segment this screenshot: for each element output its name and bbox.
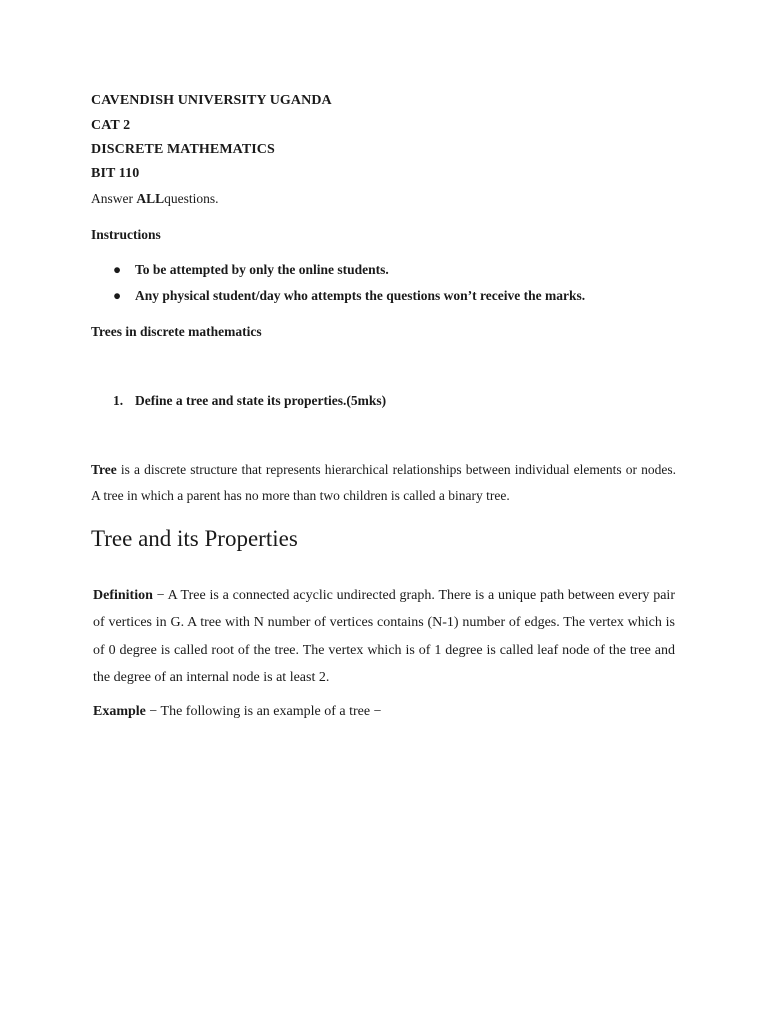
instructions-title: Instructions	[91, 227, 161, 242]
list-item: ● To be attempted by only the online students.	[113, 262, 389, 277]
tree-definition-paragraph: Tree is a discrete structure that represents hierarchical relationships between individual elements or nodes. A tree in which a parent has no more than two children is called a binary tree.	[91, 462, 676, 503]
list-item: ● Any physical student/day who attempts the questions won’t receive the marks.	[113, 288, 586, 303]
course-code: BIT 110	[91, 166, 140, 181]
tree-term: Tree	[91, 462, 117, 477]
answer-all-line: Answer ALLquestions.	[91, 191, 219, 206]
instructions-list	[91, 262, 585, 314]
course-title: DISCRETE MATHEMATICS	[91, 142, 275, 157]
answer-all-emphasis: ALL	[136, 191, 165, 206]
section-heading: Tree and its Properties	[91, 526, 298, 551]
question-1	[113, 393, 386, 409]
definition-paragraph: Definition − A Tree is a connected acyclic undirected graph. There is a unique path between every pair of vertices in G. A tree with N number of vertices contains (N-1) number of edges. The vertex which is of 0 degree is called root of the tree. The vertex which is of 1 degree is called leaf node of the tree and the degree of an internal node is at least 2.	[93, 588, 675, 685]
question-text: Define a tree and state its properties.(5mks)	[135, 393, 387, 408]
topic-title: Trees in discrete mathematics	[91, 324, 262, 339]
university-name: CAVENDISH UNIVERSITY UGANDA	[91, 93, 332, 108]
bullet-icon: ●	[113, 262, 122, 277]
example-term: Example	[93, 704, 146, 719]
example-line: Example − The following is an example of a tree −	[93, 704, 382, 719]
definition-term: Definition	[93, 588, 153, 603]
bullet-icon: ●	[113, 288, 122, 303]
question-number: 1.	[113, 393, 124, 408]
cat-label: CAT 2	[91, 118, 131, 133]
